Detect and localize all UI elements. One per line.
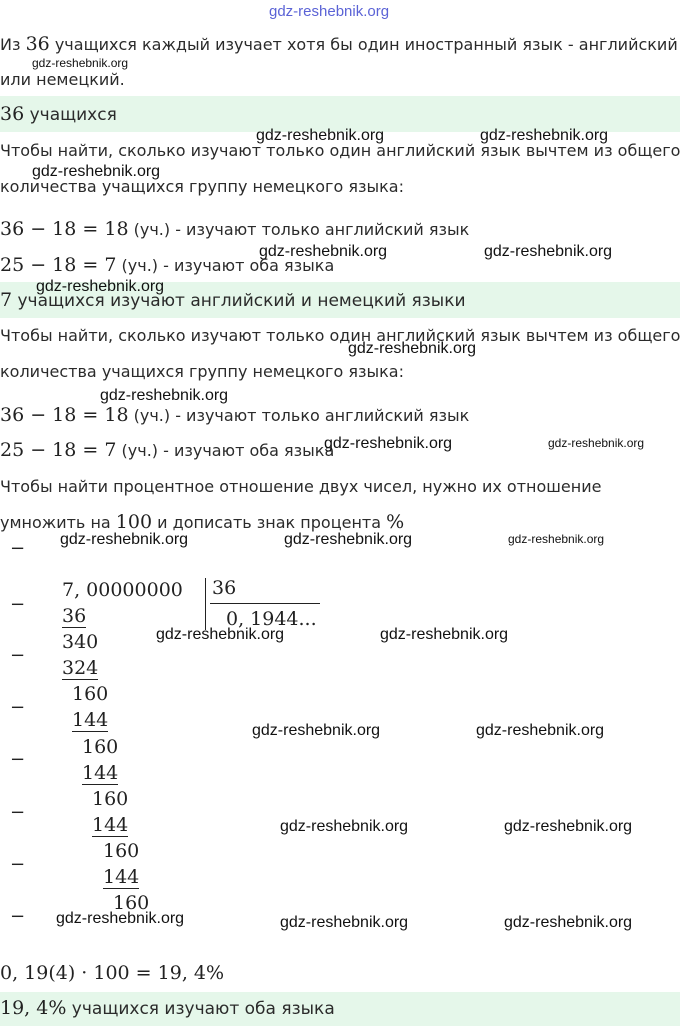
watermark: gdz-reshebnik.org [504,818,633,835]
block2-line-1: Чтобы найти, сколько изучают только один английский язык вычтем из общего [0,326,680,345]
watermark: gdz-reshebnik.org [284,531,413,548]
answer-text: учащихся изучают оба языка [66,999,335,1019]
watermark: gdz-reshebnik.org [32,163,161,180]
watermark: gdz-reshebnik.org [60,531,189,548]
watermark: gdz-reshebnik.org [56,910,185,927]
equation-math: 25 − 18 = 7 [0,254,117,276]
watermark: gdz-reshebnik.org [476,722,605,739]
equation-text: (уч.) - изучают оба языка [116,441,335,460]
answer-1 [0,104,117,125]
divisor: 36 [212,577,237,599]
equation-text: (уч.) - изучают оба языка [116,256,335,275]
watermark: gdz-reshebnik.org [256,127,385,144]
dividend: 7, 00000000 [62,579,183,601]
block1-equation-2 [0,255,334,276]
remainder: 340 [62,631,99,653]
watermark: gdz-reshebnik.org [156,626,285,643]
remainder: 160 [72,683,109,705]
minus-sign: − [10,802,26,823]
percent-line-2 [0,512,404,533]
block1-equation-1 [0,219,469,240]
subtrahend: 144 [103,866,140,888]
minus-sign: − [10,538,26,559]
equation-math: 36 − 18 = 18 [0,218,129,240]
block1-line-2: количества учащихся группу немецкого языка: [0,177,404,196]
watermark: gdz-reshebnik.org [280,914,409,931]
equation-math: 36 − 18 = 18 [0,404,129,426]
subtrahend: 144 [82,762,119,784]
answer-number: 7 [0,289,13,311]
watermark: gdz-reshebnik.org [259,243,388,260]
remainder: 160 [103,840,140,862]
percent-text: и дописать знак процента [152,513,387,532]
header-watermark: gdz-reshebnik.org [269,3,390,20]
block2-line-2: количества учащихся группу немецкого языка: [0,362,404,381]
percent-line-1: Чтобы найти процентное отношение двух чисел, нужно их отношение [0,477,602,496]
quotient-line [210,603,320,604]
watermark: gdz-reshebnik.org [324,435,453,452]
remainder: 160 [82,736,119,758]
watermark: gdz-reshebnik.org [484,243,613,260]
percent-number: 100 [115,511,153,533]
percent-text: умножить на [0,513,116,532]
watermark: gdz-reshebnik.org [100,387,229,404]
watermark: gdz-reshebnik.org [32,56,129,70]
answer-text: учащихся [24,105,117,125]
block2-equation-1 [0,405,469,426]
answer-text: учащихся изучают английский и немецкий языки [12,291,466,311]
minus-sign: − [10,749,26,770]
percent-sign: % [386,511,405,533]
minus-sign: − [10,594,26,615]
watermark: gdz-reshebnik.org [348,340,477,357]
watermark: gdz-reshebnik.org [548,436,645,450]
remainder: 160 [113,892,150,914]
result-equation: 0, 19(4) · 100 = 19, 4% [0,962,225,984]
subtrahend: 144 [92,814,129,836]
watermark: gdz-reshebnik.org [280,818,409,835]
subtrahend: 324 [62,657,99,679]
intro-number: 36 [25,33,50,55]
remainder: 160 [92,788,129,810]
equation-math: 25 − 18 = 7 [0,439,117,461]
minus-sign: − [10,906,26,927]
minus-sign: − [10,854,26,875]
division-bar [205,578,206,630]
block1-line-1: Чтобы найти, сколько изучают только один английский язык вычтем из общего [0,141,680,160]
intro-line-1 [0,34,678,55]
minus-sign: − [10,645,26,666]
watermark: gdz-reshebnik.org [36,278,165,295]
answer-2 [0,290,466,311]
subtrahend: 144 [72,709,109,731]
intro-line-2: или немецкий. [0,70,125,89]
watermark: gdz-reshebnik.org [380,626,509,643]
intro-text: учащихся каждый изучает хотя бы один иностранный язык - английский [49,35,678,54]
watermark: gdz-reshebnik.org [252,722,381,739]
watermark: gdz-reshebnik.org [508,532,605,546]
equation-text: (уч.) - изучают только английский язык [128,406,470,425]
watermark: gdz-reshebnik.org [480,127,609,144]
minus-sign: − [10,697,26,718]
answer-3 [0,998,335,1019]
answer-number: 19, 4% [0,997,67,1019]
watermark: gdz-reshebnik.org [504,914,633,931]
quotient: 0, 1944... [226,608,317,630]
answer-number: 36 [0,103,25,125]
block2-equation-2 [0,440,334,461]
intro-text: Из [0,35,26,54]
equation-text: (уч.) - изучают только английский язык [128,220,470,239]
subtrahend: 36 [62,605,87,627]
